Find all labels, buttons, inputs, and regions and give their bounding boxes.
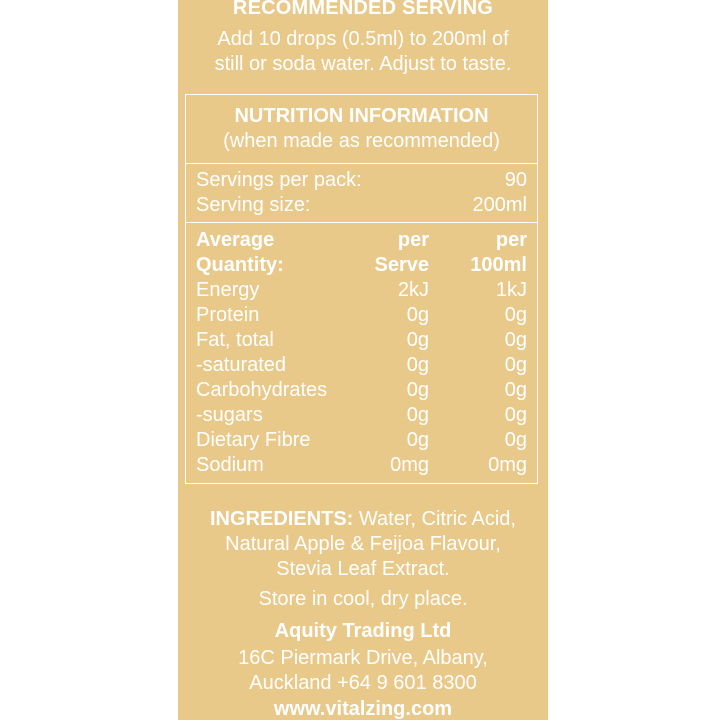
nutrient-per-100ml: 0g (504, 429, 527, 451)
nutrient-per-serve: 0g (406, 354, 429, 376)
serving-size-row (186, 193, 537, 218)
ingredients-label: INGREDIENTS: (210, 508, 354, 530)
table-row (186, 403, 537, 428)
nutrient-per-serve: 2kJ (397, 279, 429, 301)
servings-per-pack-row (186, 168, 537, 193)
nutrient-per-100ml: 0g (504, 354, 527, 376)
product-label (178, 0, 548, 720)
header-per-100ml-1: per (495, 229, 527, 251)
website-link[interactable]: www.vitalzing.com (273, 698, 453, 720)
nutrient-per-serve: 0g (406, 329, 429, 351)
table-row (186, 278, 537, 303)
serving-title: RECOMMENDED SERVING (232, 0, 494, 19)
table-row (186, 303, 537, 328)
divider (186, 163, 537, 164)
header-average: Average (196, 229, 275, 251)
table-header-row-1 (186, 228, 537, 253)
nutrient-name: Sodium (196, 454, 264, 476)
table-row (186, 378, 537, 403)
header-per-100ml-2: 100ml (470, 254, 527, 276)
nutrition-title: NUTRITION INFORMATION (234, 105, 489, 127)
nutrient-per-serve: 0g (406, 304, 429, 326)
address-line-2: Auckland +64 9 601 8300 (249, 672, 477, 694)
nutrient-name: -saturated (196, 354, 287, 376)
table-row (186, 453, 537, 478)
ingredients-line-1 (178, 507, 548, 532)
address-line-1: 16C Piermark Drive, Albany, (238, 647, 488, 669)
serving-line-1: Add 10 drops (0.5ml) to 200ml of (217, 28, 509, 50)
nutrient-name: -sugars (196, 404, 263, 426)
table-header-row-2 (186, 253, 537, 278)
nutrient-name: Dietary Fibre (196, 429, 311, 451)
nutrient-per-serve: 0mg (390, 454, 429, 476)
nutrient-per-100ml: 0g (504, 404, 527, 426)
nutrient-name: Energy (196, 279, 260, 301)
nutrient-per-100ml: 0g (504, 379, 527, 401)
header-per-serve-1: per (397, 229, 429, 251)
header-quantity: Quantity: (196, 254, 284, 276)
ingredients (178, 507, 548, 582)
nutrient-name: Carbohydrates (196, 379, 328, 401)
serving-line-2: still or soda water. Adjust to taste. (214, 53, 512, 75)
nutrient-name: Protein (196, 304, 260, 326)
nutrient-per-100ml: 0g (504, 304, 527, 326)
nutrition-table (185, 94, 538, 484)
nutrient-name: Fat, total (196, 329, 274, 351)
nutrient-per-serve: 0g (406, 404, 429, 426)
serving-size-value: 200ml (472, 194, 527, 216)
servings-per-pack-label: Servings per pack: (196, 169, 362, 191)
ingredients-text-2: Natural Apple & Feijoa Flavour, (225, 533, 501, 555)
serving-instructions (178, 27, 548, 77)
ingredients-text-1: Water, Citric Acid, (358, 508, 516, 530)
divider (186, 222, 537, 223)
header-per-serve-2: Serve (374, 254, 429, 276)
table-row (186, 428, 537, 453)
table-row (186, 328, 537, 353)
nutrient-per-serve: 0g (406, 379, 429, 401)
company-address (178, 646, 548, 696)
storage-instructions: Store in cool, dry place. (258, 588, 468, 610)
servings-per-pack-value: 90 (504, 169, 527, 191)
table-row (186, 353, 537, 378)
nutrient-per-100ml: 0mg (488, 454, 527, 476)
company-name: Aquity Trading Ltd (274, 620, 452, 642)
nutrition-subtitle: (when made as recommended) (223, 130, 500, 152)
nutrient-per-100ml: 0g (504, 329, 527, 351)
nutrient-per-serve: 0g (406, 429, 429, 451)
serving-size-label: Serving size: (196, 194, 311, 216)
ingredients-text-3: Stevia Leaf Extract. (276, 558, 450, 580)
nutrient-per-100ml: 1kJ (495, 279, 527, 301)
